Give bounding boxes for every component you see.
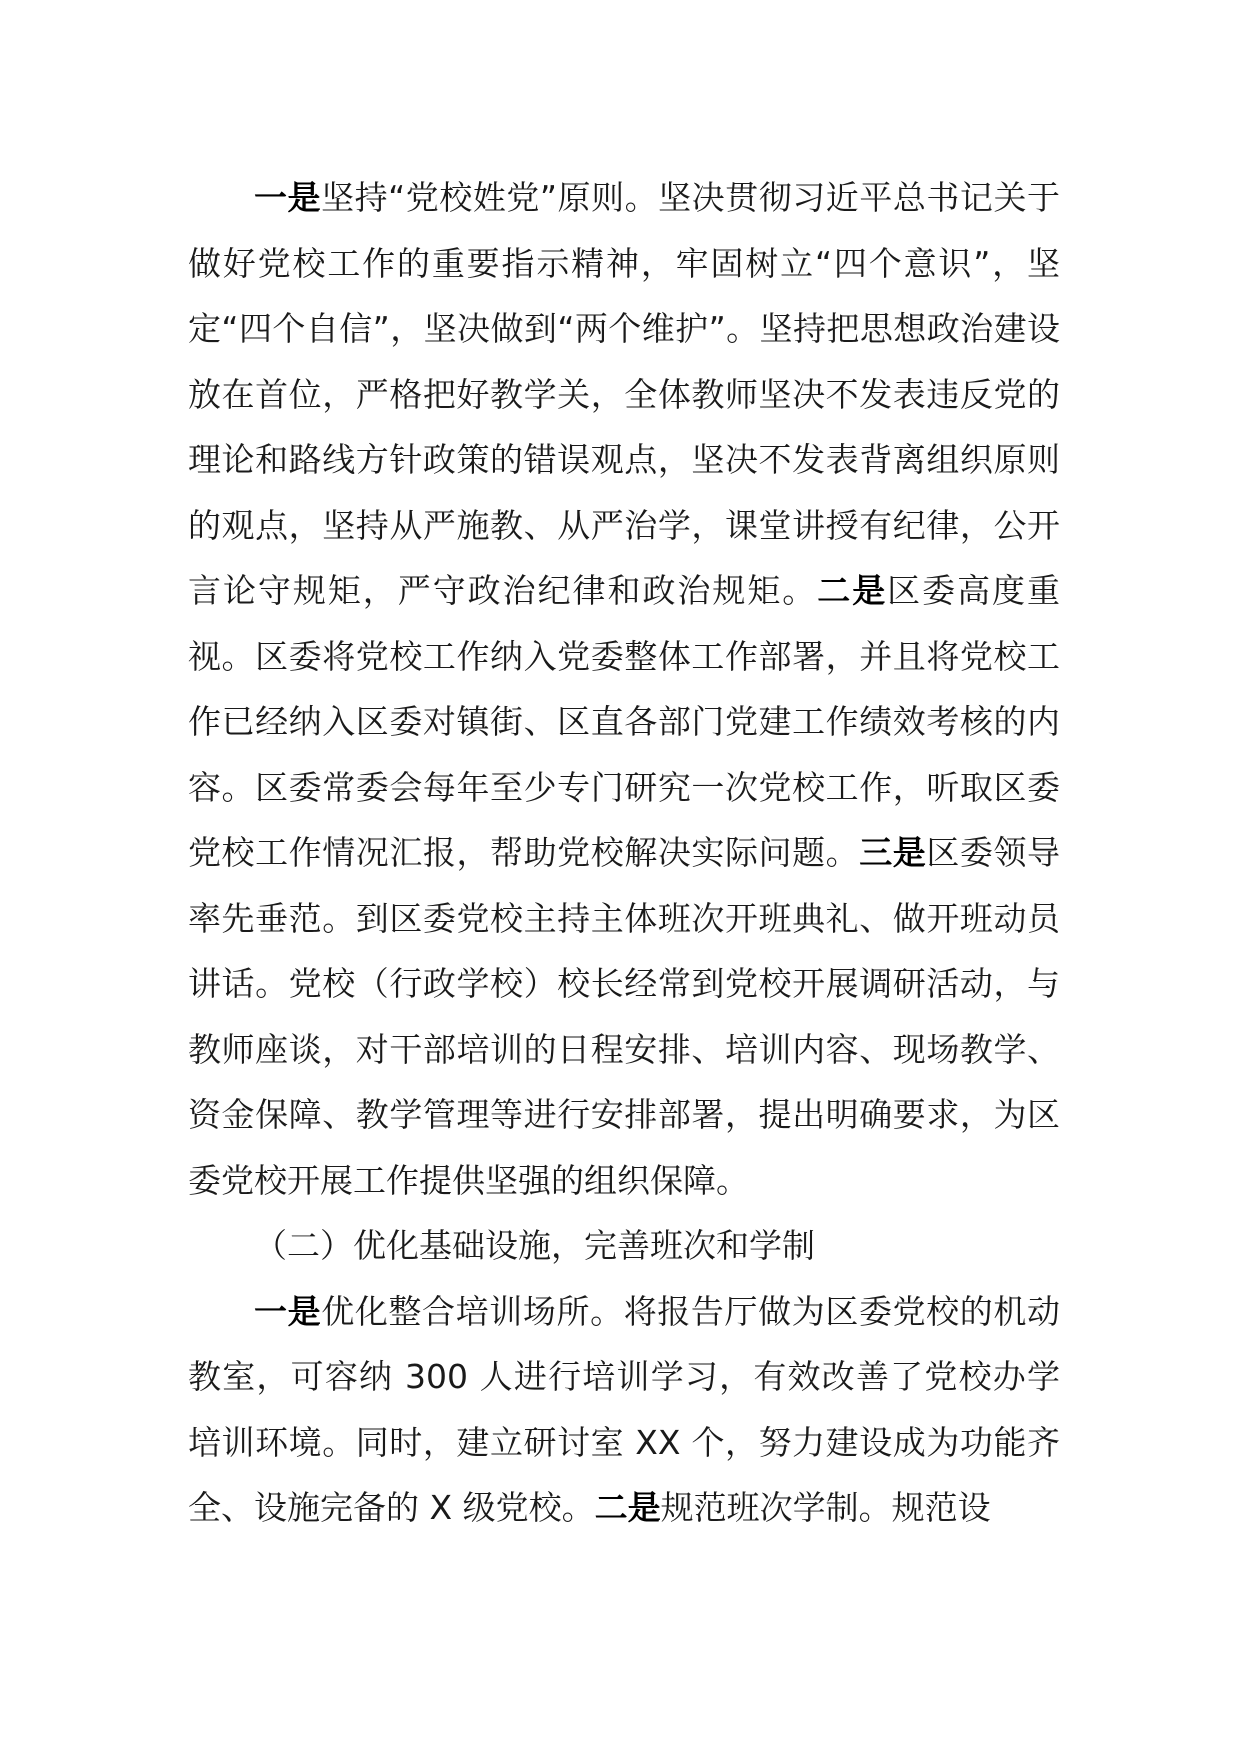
paragraph-text: 区委高度重视。区委将党校工作纳入党委整体工作部署，并且将党校工作已经纳入区委对镇街、区直各部门党建工作绩效考核的内容。区委常委会每年至少专门研究一次党校工作，听取区委党校工作情况汇报，帮助党校解决实际问题。 [188,571,1061,872]
paragraph-text: 规范班次学制。规范设 [660,1488,991,1527]
paragraph-text: 区委领导率先垂范。到区委党校主持主体班次开班典礼、做开班动员讲话。党校（行政学校）校长经常到党校开展调研活动，与教师座谈，对干部培训的日程安排、培训内容、现场教学、资金保障、教学管理等进行安排部署，提出明确要求，为区委党校开展工作提供坚强的组织保障。 [188,833,1061,1200]
section-heading-text: （二）优化基础设施，完善班次和学制 [254,1226,815,1265]
paragraph-party-school-principles [188,165,1060,1213]
bold-marker-three: 三是 [859,833,927,872]
paragraph-text: 坚持“党校姓党”原则。坚决贯彻习近平总书记关于做好党校工作的重要指示精神，牢固树立“四个意识”，坚定“四个自信”，坚决做到“两个维护”。坚持把思想政治建设放在首位，严格把好教学关，全体教师坚决不发表违反党的理论和路线方针政策的错误观点，坚决不发表背离组织原则的观点，坚持从严施教、从严治学，课堂讲授有纪律，公开言论守规矩，严守政治纪律和政治规矩。 [188,178,1061,610]
paragraph-text: 优化整合培训场所。将报告厅做为区委党校的机动教室，可容纳 300 人进行培训学习，有效改善了党校办学培训环境。同时，建立研讨室 XX 个，努力建设成为功能齐全、设施完备的 X 级党校。 [188,1291,1061,1527]
bold-marker-two: 二是 [594,1488,661,1527]
bold-marker-one: 一是 [254,1291,322,1331]
paragraph-training-facilities [188,1279,1060,1541]
bold-marker-two: 二是 [817,571,888,610]
bold-marker-one: 一是 [254,178,322,217]
section-heading-infrastructure [188,1213,1060,1279]
document-body [188,165,1060,1541]
